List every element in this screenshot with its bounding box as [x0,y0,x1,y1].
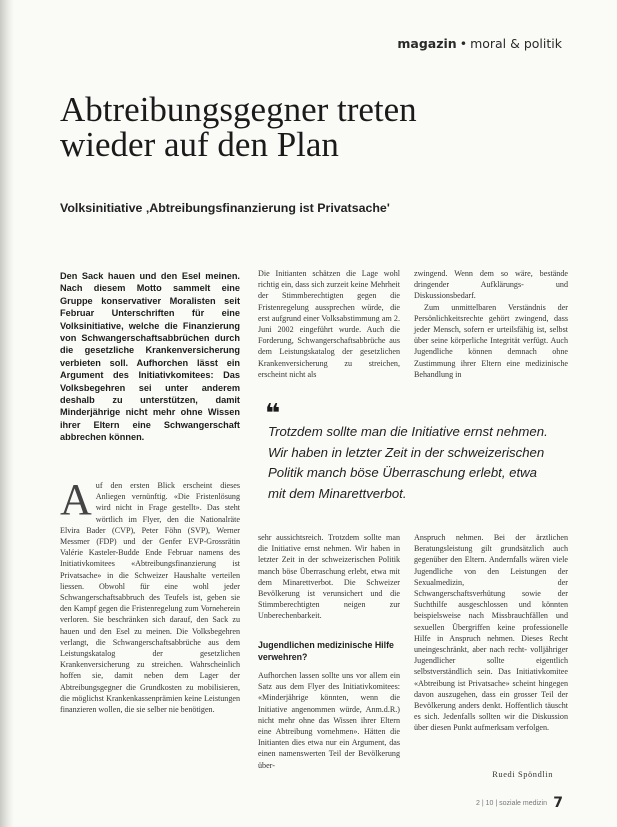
quote-mark-icon: ❝ [265,399,281,429]
section-header [397,36,562,51]
footer-text: 2 | 10 | soziale medizin [476,800,547,807]
column-subheading: Jugendlichen medizinische Hilfe verwehren? [258,640,394,662]
column-3-top-p2: Zum unmittelbaren Verständnis der Persönlichkeitsrechte gehört zwingend, dass jeder Mensch, sofern er urteilsfähig ist, selbst über seine körperliche Integrität verfügt. Auch Jugendliche können demnach ohne Zustimmung ihrer Eltern eine medizinische Behandlung in [414,302,568,379]
author-byline: Ruedi Spöndlin [492,770,553,779]
column-2-bottom: sehr aussichtsreich. Trotzdem sollte man die Initiative ernst nehmen. Wir haben in letzter Zeit in der schweizerischen Politik manch böse Überraschung erlebt, etwa mit dem Minarettverbot. Die Schweizer Bevölkerung ist verunsichert und die Stimmberechtigten neigen zur Unberechenbarkeit. [258,533,400,621]
dropcap: A [60,475,92,524]
page-number: 7 [553,795,563,811]
article-headline: Abtreibungsgegner treten wieder auf den Plan [60,90,417,164]
article-subheadline: Volksinitiative ‚Abtreibungsfinanzierung ist Privatsache' [60,201,390,215]
section-secondary: moral & politik [470,36,562,51]
section-primary: magazin [397,36,457,51]
column-1-text: uf den ersten Blick erscheint dieses Anliegen vernünftig. «Die Fristenlösung wird nicht in Frage gestellt». Das steht wörtlich im Flyer, den die Nationalräte Elvira Bader (CVP), Peter Föhn (SVP), Werner Messmer (FDP) und der Genfer EVP-Grossrätin Valérie Kasteler-Budde Ende Februar namens des Initiativkomitees «Abtreibungsfinanzierung ist Privatsache» in die Schweizer Haushalte verteilen liessen. Obwohl für eine wohl jeder Schwangerschaftsabbruch des Teufels ist, geben sie den Kampf gegen die Fristenregelung zum Vorneherein verloren. Sie beschränken sich darauf, den Sack zu hauen und den Esel zu meinen. Die Volksbegehren verlangt, die Schwangerschaftsabbrüche aus dem Leistungskatalog der gesetzlichen Krankenversicherung zu streichen. Wahrscheinlich hoffen sie, damit neben dem Lager der Abtreibungsgegner die Grundkosten zu mobilisieren, die möglichst Krankenkassenprämien keine Leistungen finanzieren wollen, die sie selber nie benötigen. [60,481,240,715]
page-binding-shadow [0,0,14,827]
column-3-top-p1: zwingend. Wenn dem so wäre, bestände dringender Aufklärungs- und Diskussionsbedarf. [414,269,568,301]
column-3-bottom: Anspruch nehmen. Bei der ärztlichen Beratungsleistung gilt grundsätzlich auch gegenüber den Eltern. Andernfalls wären viele Jugendliche von den Leistungen der Sexualmedizin, der Schwangerschaftsverhütung sowie der Suchthilfe ausgeschlossen und könnten beispielsweise nach Missbrauchfällen und sexuellen Übergriffen keine professionelle Hilfe in Anspruch nehmen. Dieses Recht uneingeschränkt, aber nach recht- volljähriger Jugendlicher sollte eigentlich selbstverständlich sein. Das Initiativkomitee «Abtreibung ist Privatsache» scheint hingegen davon auszugehen, dass ein grosser Teil der Bevölkerung anders denkt. Hoffentlich täuscht es sich. Jedenfalls sollten wir die Diskussion über diesen Punkt aufmerksam verfolgen. [414,533,568,733]
section-separator: • [459,36,468,51]
column-1 [60,475,240,715]
column-2-top: Die Initianten schätzen die Lage wohl richtig ein, dass sich zurzeit keine Mehrheit der Stimmberechtigten gegen die Fristenregelung aussprechen würde, die erst aufgrund einer Volksabstimmung am 2. Juni 2002 eingeführt wurde. Auch die Forderung, Schwangerschaftsabbrüche aus dem Leistungskatalog der gesetzlichen Krankenversicherung zu streichen, erscheint nicht als [258,269,400,379]
column-2-after: Aufhorchen lassen sollte uns vor allem ein Satz aus dem Flyer des Initiativkomitees: «Minderjährige könnten, wenn die Initiative angenommen würde, Anm.d.R.) nicht mehr ohne das Wissen ihrer Eltern eine Abtreibung vornehmen». Hätten die Initianten dies etwa nur ein Argument, das einen namenswerten Teil der Bevölkerung über- [258,671,400,770]
pull-quote: Trotzdem sollte man die Initiative ernst nehmen. Wir haben in letzter Zeit in der schweizerischen Politik manch böse Überraschung erlebt, etwa mit dem Minarettverbot. [268,424,548,501]
column-3-top [414,268,568,380]
article-lead: Den Sack hauen und den Esel meinen. Nach diesem Motto sammelt eine Gruppe konservativer Moralisten seit Februar Unterschriften für eine Volksinitiative, welche die Finanzierung von Schwangerschaftsabbrüchen durch die gesetzliche Krankenversicherung verbieten soll. Aufhorchen lässt ein Argument des Initiativkomitees: Das Volksbegehren sei unter anderem deshalb zu unterstützen, damit Minderjährige nicht mehr ohne Wissen ihrer Eltern eine Schwangerschaft abbrechen können. [60,271,240,443]
